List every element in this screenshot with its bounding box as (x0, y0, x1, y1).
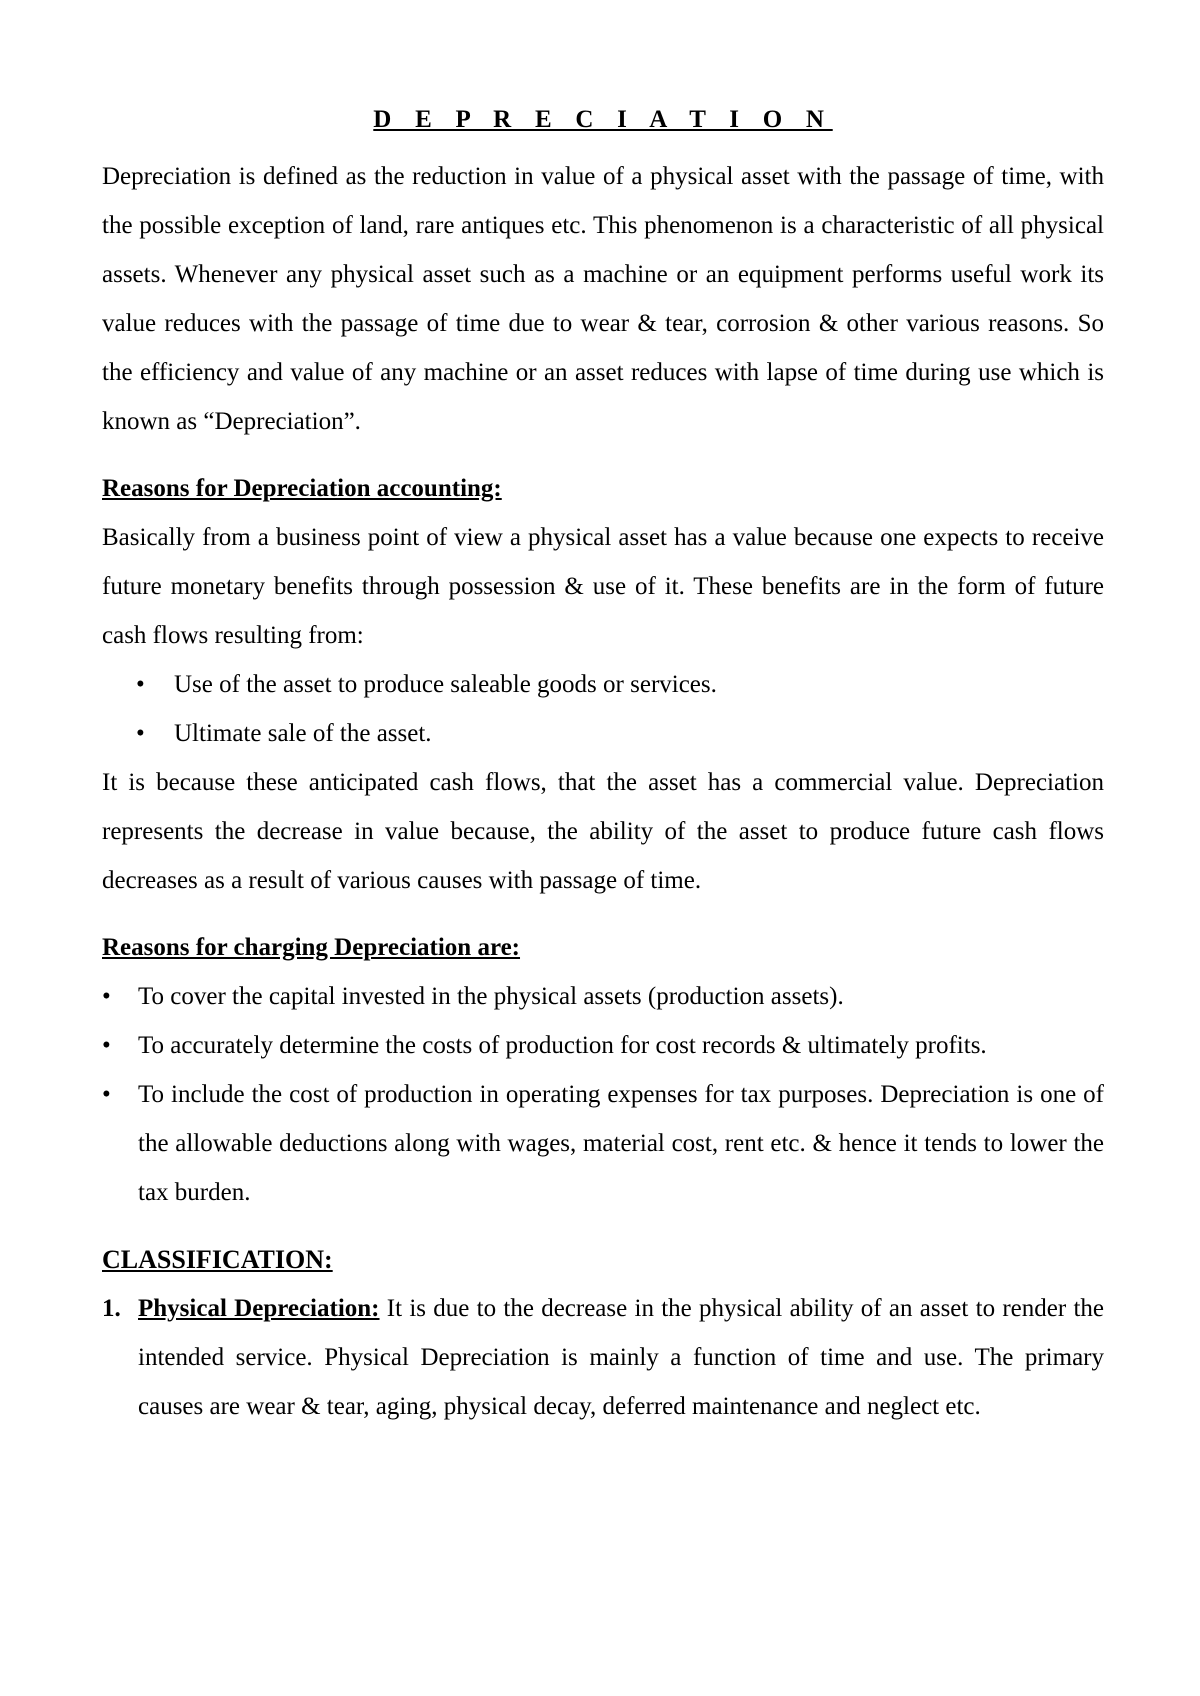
reasons-accounting-paragraph: Basically from a business point of view a physical asset has a value because one expects to receive future monetary benefits through possession & use of it. These benefits are in the form of future cash flows resulting from: (102, 524, 1104, 649)
bullet-icon: • (102, 1081, 111, 1108)
list-item-text: To cover the capital invested in the physical assets (production assets). (138, 983, 844, 1010)
bullet-icon: • (136, 671, 145, 698)
classification-list (102, 1284, 1104, 1431)
list-item (102, 972, 1104, 1021)
page-title: D E P R E C I A T I O N (373, 106, 833, 133)
bullet-icon: • (102, 1032, 111, 1059)
heading-reasons-charging: Reasons for charging Depreciation are: (102, 934, 521, 961)
list-item-text: To include the cost of production in operating expenses for tax purposes. Depreciation is one of the allowable deductions along with wages, material cost, rent etc. & hence it tends to lower the tax burden. (138, 1081, 1104, 1206)
list-item (102, 1021, 1104, 1070)
item-text: It is due to the decrease in the physical ability of an asset to render the intended service. Physical Depreciation is mainly a function of time and use. The primary causes are wear & tear, aging, physical decay, deferred maintenance and neglect etc. (138, 1295, 1105, 1420)
list-item (102, 1070, 1104, 1217)
reasons-accounting-closing: It is because these anticipated cash flows, that the asset has a commercial value. Depreciation represents the decrease in value because, the ability of the asset to produce future cash flows decreases as a result of various causes with passage of time. (102, 769, 1104, 894)
document-page (102, 95, 1104, 1431)
heading-classification: CLASSIFICATION: (102, 1245, 333, 1274)
item-term: Physical Depreciation: (138, 1295, 380, 1322)
list-item-text: Ultimate sale of the asset. (174, 720, 432, 747)
reasons-accounting-list (102, 660, 1104, 758)
list-item (102, 709, 1104, 758)
heading-reasons-accounting: Reasons for Depreciation accounting: (102, 475, 502, 502)
list-item-text: Use of the asset to produce saleable goods or services. (174, 671, 717, 698)
bullet-icon: • (102, 983, 111, 1010)
intro-paragraph: Depreciation is defined as the reduction in value of a physical asset with the passage of time, with the possible exception of land, rare antiques etc. This phenomenon is a characteristic of all physical assets. Whenever any physical asset such as a machine or an equipment performs useful work its value reduces with the passage of time due to wear & tear, corrosion & other various reasons. So the efficiency and value of any machine or an asset reduces with lapse of time during use which is known as “Depreciation”. (102, 163, 1104, 435)
list-item (102, 660, 1104, 709)
reasons-charging-list (102, 972, 1104, 1217)
bullet-icon: • (136, 720, 145, 747)
classification-item (102, 1284, 1104, 1431)
list-item-text: To accurately determine the costs of production for cost records & ultimately profits. (138, 1032, 987, 1059)
item-number: 1. (102, 1295, 121, 1322)
